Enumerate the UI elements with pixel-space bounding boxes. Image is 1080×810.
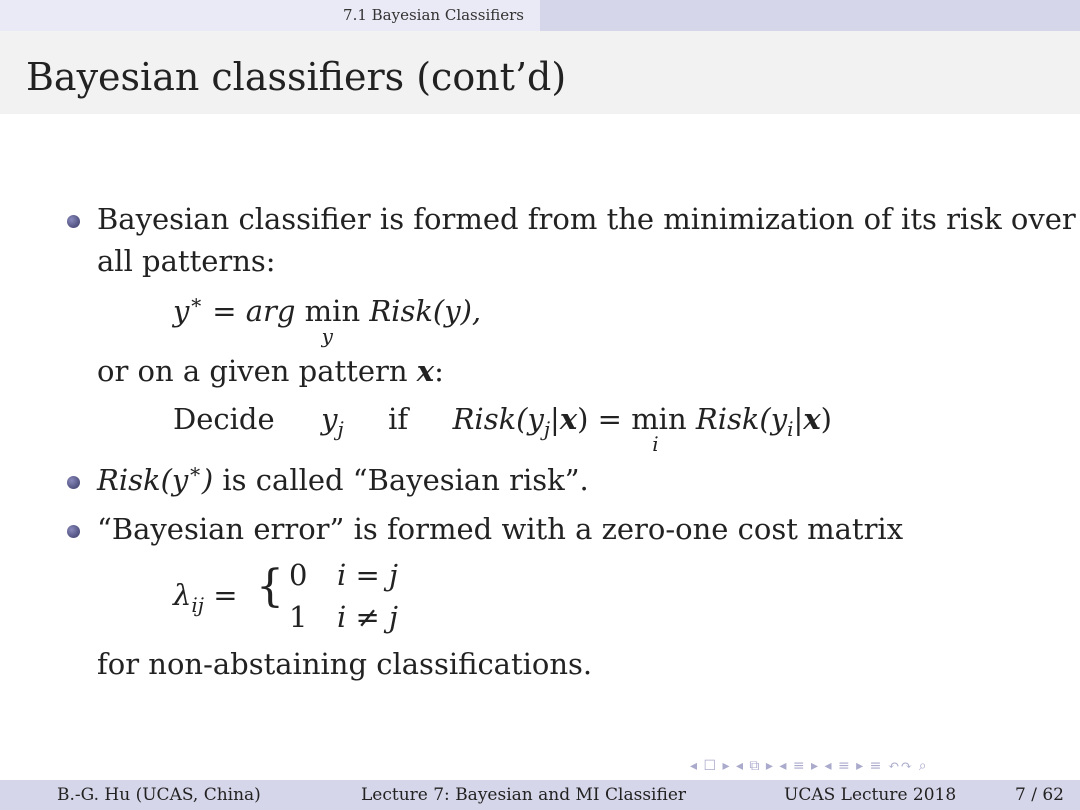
pattern-line bbox=[97, 354, 444, 388]
eq1-rhs: Risk(y), bbox=[369, 294, 482, 328]
yj-subscript: j bbox=[337, 417, 344, 441]
pattern-text: or on a given pattern bbox=[97, 354, 417, 388]
decision-rule bbox=[173, 402, 832, 456]
if-word: if bbox=[388, 402, 409, 436]
risk-right-subscript: i bbox=[787, 417, 794, 441]
slide-content bbox=[0, 114, 1080, 754]
yj-symbol: y bbox=[321, 402, 338, 436]
lambda-definition bbox=[173, 578, 238, 617]
eq1-min: min bbox=[304, 294, 361, 328]
min-operator-subscript: i bbox=[652, 432, 659, 456]
eq1-min-subscript: y bbox=[321, 324, 333, 348]
bullet-marker bbox=[67, 525, 80, 538]
footer-page-number: 7 / 62 bbox=[1015, 785, 1064, 805]
risk-left: Risk(y bbox=[452, 402, 544, 436]
bullet-3-text: “Bayesian error” is formed with a zero-one cost matrix bbox=[97, 512, 904, 546]
bayes-risk-star: ∗ bbox=[188, 459, 202, 483]
slide-title: Bayesian classifiers (cont’d) bbox=[26, 55, 567, 99]
bullet-marker bbox=[67, 215, 80, 228]
case-0-condition-text: i = j bbox=[337, 558, 399, 592]
case-1-condition bbox=[337, 600, 398, 634]
case-1-condition-text: i ≠ j bbox=[337, 600, 399, 634]
equation-argmin bbox=[173, 290, 482, 348]
eq1-arg: arg bbox=[245, 294, 296, 328]
risk-right-close: ) bbox=[820, 402, 832, 436]
bullet-2 bbox=[97, 459, 589, 497]
case-0-value: 0 bbox=[289, 558, 308, 592]
risk-left-bar: | bbox=[550, 402, 560, 436]
case-0-condition bbox=[337, 558, 398, 592]
bayes-risk-symbol: Risk(y bbox=[97, 463, 189, 497]
risk-right-bar: | bbox=[793, 402, 804, 436]
footer-author: B.-G. Hu (UCAS, China) bbox=[57, 785, 261, 805]
footer-lecture: Lecture 7: Bayesian and MI Classifier bbox=[361, 785, 687, 805]
decide-word: Decide bbox=[173, 402, 275, 436]
section-label[interactable]: 7.1 Bayesian Classifiers bbox=[0, 0, 540, 31]
pattern-colon: : bbox=[434, 354, 444, 388]
title-bar bbox=[0, 31, 1080, 114]
min-operator: min bbox=[631, 402, 687, 436]
bullet-marker bbox=[67, 476, 80, 489]
pattern-x: x bbox=[416, 354, 435, 388]
bullet-1-line-1: Bayesian classifier is formed from the minimization of its risk over bbox=[97, 202, 1076, 236]
footer-bar bbox=[0, 780, 1080, 810]
bullet-2-text: is called “Bayesian risk”. bbox=[213, 463, 589, 497]
eq1-star: ∗ bbox=[189, 290, 203, 314]
risk-left-subscript: j bbox=[543, 417, 551, 441]
lambda-symbol: λ bbox=[173, 578, 192, 612]
closing-line: for non-abstaining classifications. bbox=[97, 647, 593, 681]
footer-venue: UCAS Lecture 2018 bbox=[784, 785, 957, 805]
lambda-subscript: ij bbox=[191, 593, 204, 617]
top-navigation-bar bbox=[0, 0, 1080, 31]
case-1-value: 1 bbox=[289, 600, 308, 634]
risk-left-close: ) = bbox=[577, 402, 632, 436]
eq1-equals: = bbox=[202, 294, 246, 328]
cases-brace: { bbox=[256, 561, 284, 612]
lambda-equals: = bbox=[204, 578, 238, 612]
risk-right-x: x bbox=[803, 402, 821, 436]
beamer-navigation-icons[interactable]: ◂ ☐ ▸ ◂ ⧉ ▸ ◂ ≡ ▸ ◂ ≡ ▸ ≡ ↶↷ ⌕ bbox=[690, 758, 928, 774]
eq1-lhs: y bbox=[173, 294, 190, 328]
risk-left-x: x bbox=[559, 402, 578, 436]
bayes-risk-close: ) bbox=[201, 463, 214, 497]
bullet-1-line-2: all patterns: bbox=[97, 244, 276, 278]
risk-right: Risk(y bbox=[695, 402, 788, 436]
